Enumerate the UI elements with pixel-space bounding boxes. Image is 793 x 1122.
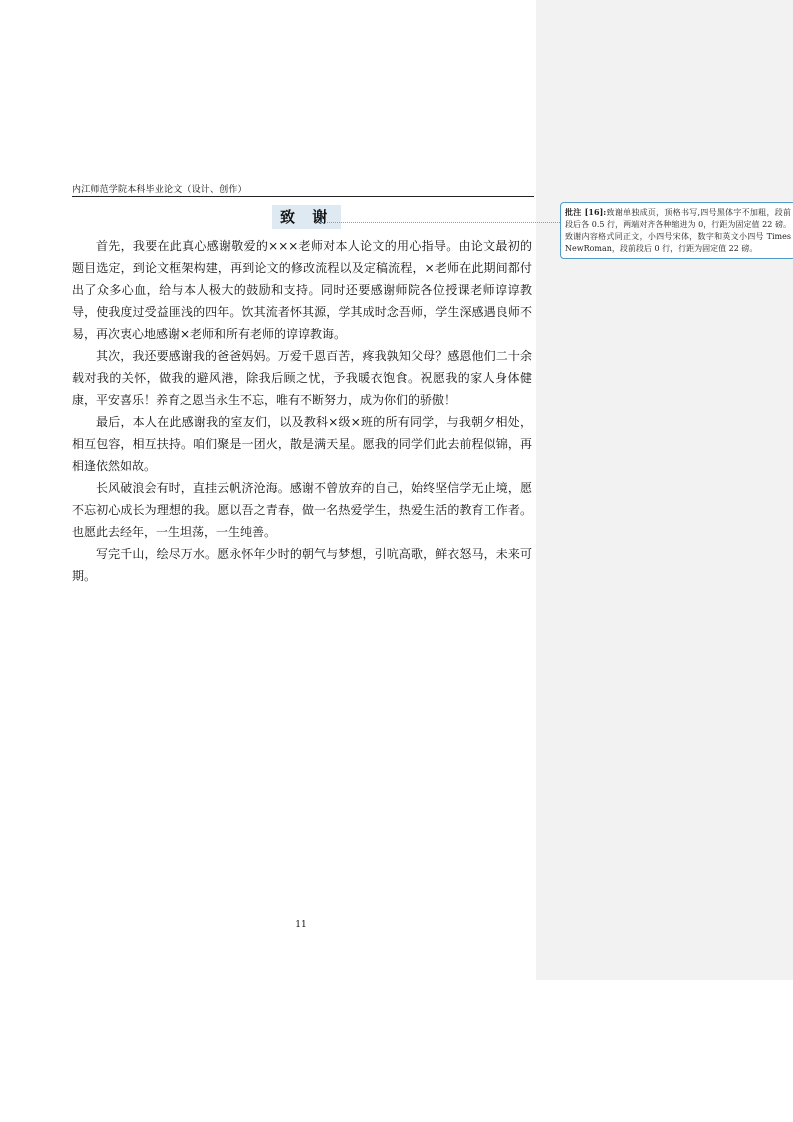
- paragraph-1: 首先，我要在此真心感谢敬爱的×××老师对本人论文的用心指导。由论文最初的题目选定，到论文框架构建，再到论文的修改流程以及定稿流程，×老师在此期间都付出了众多心血，给与本人极大的鼓励和支持。同时还要感谢师院各位授课老师谆谆教导，使我度过受益匪浅的四年。饮其流者怀其源，学其成时念吾师，学生深感遇良师不易，再次衷心地感谢×老师和所有老师的谆谆教诲。: [72, 239, 532, 341]
- acknowledgement-body: [72, 235, 532, 587]
- comment-label: 批注 [16]:: [565, 207, 607, 217]
- header-rule: [72, 196, 534, 197]
- comment-anchor-line: [320, 222, 560, 223]
- comment-balloon[interactable]: [560, 202, 793, 259]
- section-title[interactable]: 致 谢: [272, 205, 341, 229]
- comment-pane: [536, 0, 793, 980]
- paragraph-2: 其次，我还要感谢我的爸爸妈妈。万爱千恩百苦，疼我孰知父母？感恩他们二十余载对我的关怀，做我的避风港，除我后顾之忧，予我暖衣饱食。祝愿我的家人身体健康，平安喜乐！养育之恩当永生不忘，唯有不断努力，成为你们的骄傲！: [72, 349, 532, 407]
- page-number: 11: [295, 920, 307, 930]
- paragraph-5: 写完千山，绘尽万水。愿永怀年少时的朝气与梦想，引吭高歌，鲜衣怒马，未来可期。: [72, 547, 532, 583]
- paragraph-4: 长风破浪会有时，直挂云帆济沧海。感谢不曾放弃的自己，始终坚信学无止境，愿不忘初心成长为理想的我。愿以吾之青春，做一名热爱学生，热爱生活的教育工作者。也愿此去经年，一生坦荡，一生纯善。: [72, 481, 532, 539]
- comment-text: 致谢单独成页，顶格书写,四号黑体字不加粗，段前段后各 0.5 行，两端对齐各种缩进为 0，行距为固定值 22 磅。致谢内容格式同正文，小四号宋体，数字和英文小四号 Times NewRoman，段前段后 0 行，行距为固定值 22 磅。: [565, 208, 791, 253]
- paragraph-3: 最后，本人在此感谢我的室友们，以及教科×级×班的所有同学，与我朝夕相处，相互包容，相互扶持。咱们聚是一团火，散是满天星。愿我的同学们此去前程似锦，再相逢依然如故。: [72, 415, 532, 473]
- running-header: 内江师范学院本科毕业论文（设计、创作）: [72, 185, 247, 195]
